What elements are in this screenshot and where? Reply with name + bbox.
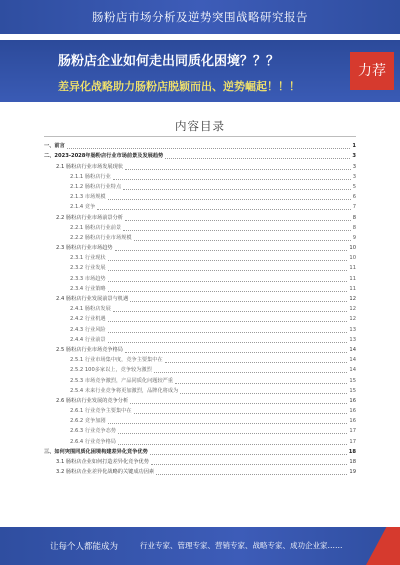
toc-entry-label: 二、2023-2028年肠粉店行业市场前景及发展趋势 (44, 153, 164, 160)
toc-entry-page: 3 (352, 163, 356, 170)
toc-entry[interactable] (44, 406, 356, 416)
toc-leader-dots (151, 464, 347, 465)
toc-entry[interactable] (44, 447, 356, 457)
toc-entry[interactable] (44, 151, 356, 161)
footer-bar (0, 527, 400, 565)
toc-leader-dots (156, 474, 347, 475)
toc-divider (44, 136, 356, 137)
toc-entry[interactable] (44, 223, 356, 233)
footer-slogan-left: 让每个人都能成为 (50, 542, 119, 552)
toc-entry-label: 2.3.3 市场趋势 (70, 275, 106, 282)
toc-entry[interactable] (44, 386, 356, 396)
toc-entry-page: 16 (349, 418, 356, 425)
toc-leader-dots (150, 454, 347, 455)
toc-entry-label: 2.1.4 竞争 (70, 204, 96, 211)
toc-entry-label: 2.3.2 行业发展 (70, 265, 106, 272)
toc-entry-page: 9 (352, 234, 356, 241)
footer-slogan-right: 行业专家、管理专家、营销专家、战略专家、成功企业家…… (140, 541, 343, 550)
toc-entry-label: 2.2.1 肠粉店行业前景 (70, 224, 122, 231)
toc-entry[interactable] (44, 467, 356, 477)
toc-leader-dots (125, 169, 351, 170)
toc-entry[interactable] (44, 335, 356, 345)
table-of-contents (44, 141, 356, 477)
toc-entry-label: 2.6 肠粉店行业发展的竞争分析 (56, 397, 129, 404)
toc-entry-page: 13 (349, 326, 356, 333)
toc-entry-label: 2.6.3 行业竞争态势 (70, 428, 116, 435)
toc-leader-dots (108, 260, 348, 261)
toc-entry-label: 2.1.2 肠粉店行业特点 (70, 183, 122, 190)
toc-leader-dots (67, 148, 351, 149)
toc-leader-dots (118, 433, 347, 434)
toc-entry[interactable] (44, 416, 356, 426)
toc-leader-dots (118, 444, 347, 445)
toc-entry[interactable] (44, 345, 356, 355)
toc-entry[interactable] (44, 284, 356, 294)
toc-entry-label: 3.2 肠粉店企业差异化战略的关键成功因素 (56, 469, 155, 476)
toc-leader-dots (108, 199, 351, 200)
toc-entry-page: 17 (349, 428, 356, 435)
toc-entry-label: 2.4 肠粉店行业发展前景与机遇 (56, 296, 129, 302)
toc-leader-dots (108, 321, 348, 322)
toc-entry-label: 2.3.1 行业现状 (70, 255, 106, 262)
toc-entry-page: 3 (352, 173, 356, 180)
toc-entry-page: 12 (349, 316, 356, 323)
toc-entry[interactable] (44, 273, 356, 283)
toc-entry-label: 2.1.3 市场规模 (70, 194, 106, 201)
toc-leader-dots (134, 413, 348, 414)
toc-entry-label: 3.1 肠粉店企业如何打造差异化竞争优势 (56, 459, 149, 465)
toc-entry[interactable] (44, 365, 356, 375)
toc-leader-dots (97, 209, 350, 210)
toc-entry-page: 18 (348, 448, 356, 455)
toc-entry[interactable] (44, 192, 356, 202)
recommend-badge: 力荐 (350, 52, 394, 90)
toc-entry-label: 2.2 肠粉店行业市场前景分析 (56, 214, 123, 221)
toc-entry-page: 14 (349, 357, 356, 364)
toc-entry[interactable] (44, 457, 356, 467)
toc-entry-label: 2.1.1 肠粉店行业 (70, 173, 111, 180)
report-title: 肠粉店市场分析及逆势突围战略研究报告 (92, 10, 308, 24)
toc-entry[interactable] (44, 243, 356, 253)
toc-leader-dots (165, 158, 350, 159)
toc-entry[interactable] (44, 253, 356, 263)
toc-entry-label: 2.5 肠粉店行业市场竞争格局 (56, 346, 123, 353)
toc-entry-page: 11 (349, 285, 356, 292)
toc-leader-dots (113, 311, 348, 312)
report-header-bar (0, 0, 400, 34)
toc-entry-label: 2.6.4 行业竞争格局 (70, 438, 116, 445)
toc-leader-dots (123, 189, 351, 190)
toc-entry-page: 1 (352, 143, 356, 150)
toc-entry-page: 12 (349, 296, 356, 302)
toc-entry-label: 2.2.2 肠粉店行业市场规模 (70, 234, 132, 241)
toc-entry-label: 2.5.2 100多家以上，竞争较为激烈 (70, 367, 152, 374)
toc-entry-label: 2.6.2 竞争加剧 (70, 418, 106, 425)
toc-entry-page: 10 (349, 245, 356, 252)
toc-entry-label: 2.6.1 行业竞争主要集中在 (70, 408, 132, 415)
toc-entry-label: 三、如何突围同质化困境构建差异化竞争优势 (44, 448, 148, 455)
hero-subline: 差异化战略助力肠粉店脱颖而出、逆势崛起！！！ (58, 80, 300, 93)
toc-leader-dots (108, 342, 348, 343)
toc-leader-dots (108, 281, 348, 282)
toc-entry-label: 2.3 肠粉店行业市场趋势 (56, 245, 113, 252)
toc-leader-dots (113, 179, 351, 180)
toc-entry-page: 7 (352, 204, 356, 211)
toc-entry[interactable] (44, 426, 356, 436)
toc-entry[interactable] (44, 436, 356, 446)
toc-entry-page: 17 (349, 438, 356, 445)
toc-leader-dots (125, 352, 347, 353)
toc-entry[interactable] (44, 182, 356, 192)
toc-leader-dots (165, 362, 348, 363)
toc-entry-label: 2.5.4 未来行业竞争将更加激烈，品牌化将成为 (70, 387, 179, 394)
toc-entry-page: 5 (352, 183, 356, 190)
toc-entry[interactable] (44, 294, 356, 304)
toc-leader-dots (130, 403, 347, 404)
toc-entry-label: 2.1 肠粉店行业市场发展现状 (56, 163, 123, 170)
toc-entry-page: 11 (349, 265, 356, 272)
toc-entry[interactable] (44, 314, 356, 324)
toc-entry-page: 6 (352, 194, 356, 201)
toc-entry-page: 18 (349, 459, 356, 465)
toc-entry-page: 16 (349, 408, 356, 415)
toc-entry-label: 2.4.3 行业风险 (70, 326, 106, 333)
toc-entry[interactable] (44, 202, 356, 212)
toc-entry[interactable] (44, 172, 356, 182)
toc-entry[interactable] (44, 141, 356, 151)
toc-leader-dots (180, 393, 347, 394)
toc-entry-page: 19 (349, 469, 356, 476)
toc-entry-page: 8 (352, 224, 356, 231)
toc-entry-page: 10 (349, 255, 356, 262)
toc-entry[interactable] (44, 161, 356, 171)
toc-entry[interactable] (44, 355, 356, 365)
toc-entry-page: 15 (349, 377, 356, 384)
toc-entry[interactable] (44, 375, 356, 385)
toc-entry-label: 2.3.4 行业策略 (70, 285, 106, 292)
toc-entry-page: 16 (349, 397, 356, 404)
toc-leader-dots (123, 230, 351, 231)
toc-leader-dots (175, 383, 347, 384)
toc-entry-page: 14 (349, 346, 356, 353)
hero-headline: 肠粉店企业如何走出同质化困境？？？ (58, 54, 280, 69)
toc-leader-dots (154, 372, 348, 373)
toc-leader-dots (134, 240, 351, 241)
hero-banner (0, 40, 400, 102)
toc-title: 内容目录 (175, 119, 225, 133)
toc-entry[interactable] (44, 396, 356, 406)
toc-leader-dots (108, 423, 348, 424)
toc-leader-dots (115, 250, 348, 251)
toc-entry-label: 2.5.1 行业市场集中度，竞争主要集中在 (70, 357, 163, 364)
footer-accent-shape (366, 527, 400, 565)
toc-entry-label: 2.4.4 行业前景 (70, 336, 106, 343)
toc-leader-dots (108, 291, 348, 292)
toc-entry-page: 12 (349, 306, 356, 313)
toc-leader-dots (125, 220, 351, 221)
toc-entry-page: 14 (349, 367, 356, 374)
toc-entry-label: 2.4.1 肠粉店发展 (70, 306, 111, 313)
toc-entry-page: 11 (349, 275, 356, 282)
toc-leader-dots (130, 301, 347, 302)
toc-entry-page: 8 (352, 214, 356, 221)
toc-entry[interactable] (44, 324, 356, 334)
toc-entry[interactable] (44, 263, 356, 273)
toc-entry[interactable] (44, 233, 356, 243)
toc-entry-label: 一、前言 (44, 143, 65, 150)
toc-entry-page: 3 (352, 153, 356, 160)
toc-entry-page: 13 (349, 336, 356, 343)
toc-entry[interactable] (44, 304, 356, 314)
toc-entry-label: 2.4.2 行业机遇 (70, 316, 106, 323)
toc-entry-page: 15 (349, 387, 356, 394)
toc-entry-label: 2.5.3 市场竞争激烈，产品同质化问题较严重 (70, 377, 174, 384)
toc-leader-dots (108, 332, 348, 333)
toc-entry[interactable] (44, 212, 356, 222)
toc-leader-dots (108, 270, 348, 271)
